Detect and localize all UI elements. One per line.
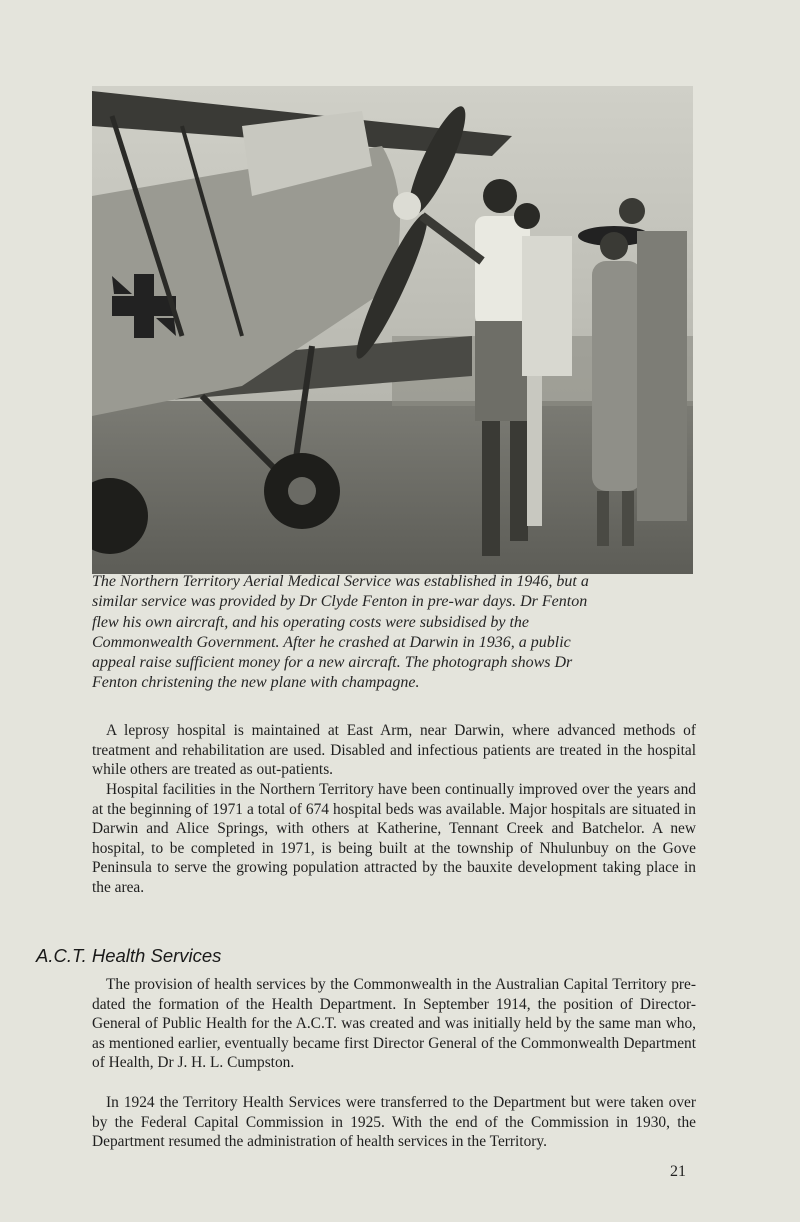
photo-caption: The Northern Territory Aerial Medical Service was established in 1946, but a similar service was provided by Dr Clyde Fenton in pre-war days. Dr Fenton flew his own aircraft, and his operating costs were subsidised by the Commonwealth Government. After he crashed at Darwin in 1936, a public appeal raise sufficient money for a new aircraft. The photograph shows Dr Fenton christening the new plane with champagne. [92,573,589,692]
paragraph-act-transfer: In 1924 the Territory Health Services were transferred to the Department but were taken over by the Federal Capital Commission in 1925. With the end of the Commission in 1930, the Department resumed the administration of health services in the Territory. [92,1094,696,1150]
section-heading: A.C.T. Health Services [36,945,222,966]
biplane-photo-illustration [92,86,693,574]
paragraph-act-provision: The provision of health services by the Commonwealth in the Australian Capital Territory pre-dated the formation of the Health Department. In September 1914, the position of Director-General of Public Health for the A.C.T. was created and was initially held by the same man who, as mentioned earlier, eventually became first Director General of the Commonwealth Department of Health, Dr J. H. L. Cumpston. [92,976,696,1071]
paragraph-leprosy-hospital: A leprosy hospital is maintained at East Arm, near Darwin, where advanced methods of treatment and rehabilitation are used. Disabled and infectious patients are treated in the hospital while others are treated as out-patients. [92,722,696,778]
page-number: 21 [670,1163,686,1180]
historical-photo [92,86,693,574]
paragraph-hospital-facilities: Hospital facilities in the Northern Territory have been continually improved over the years and at the beginning of 1971 a total of 674 hospital beds was available. Major hospitals are situated in Darwin and Alice Springs, with others at Katherine, Tennant Creek and Batchelor. A new hospital, to be completed in 1971, is being built at the township of Nhulunbuy on the Gove Peninsula to serve the growing population attracted by the bauxite development taking place in the area. [92,781,696,896]
